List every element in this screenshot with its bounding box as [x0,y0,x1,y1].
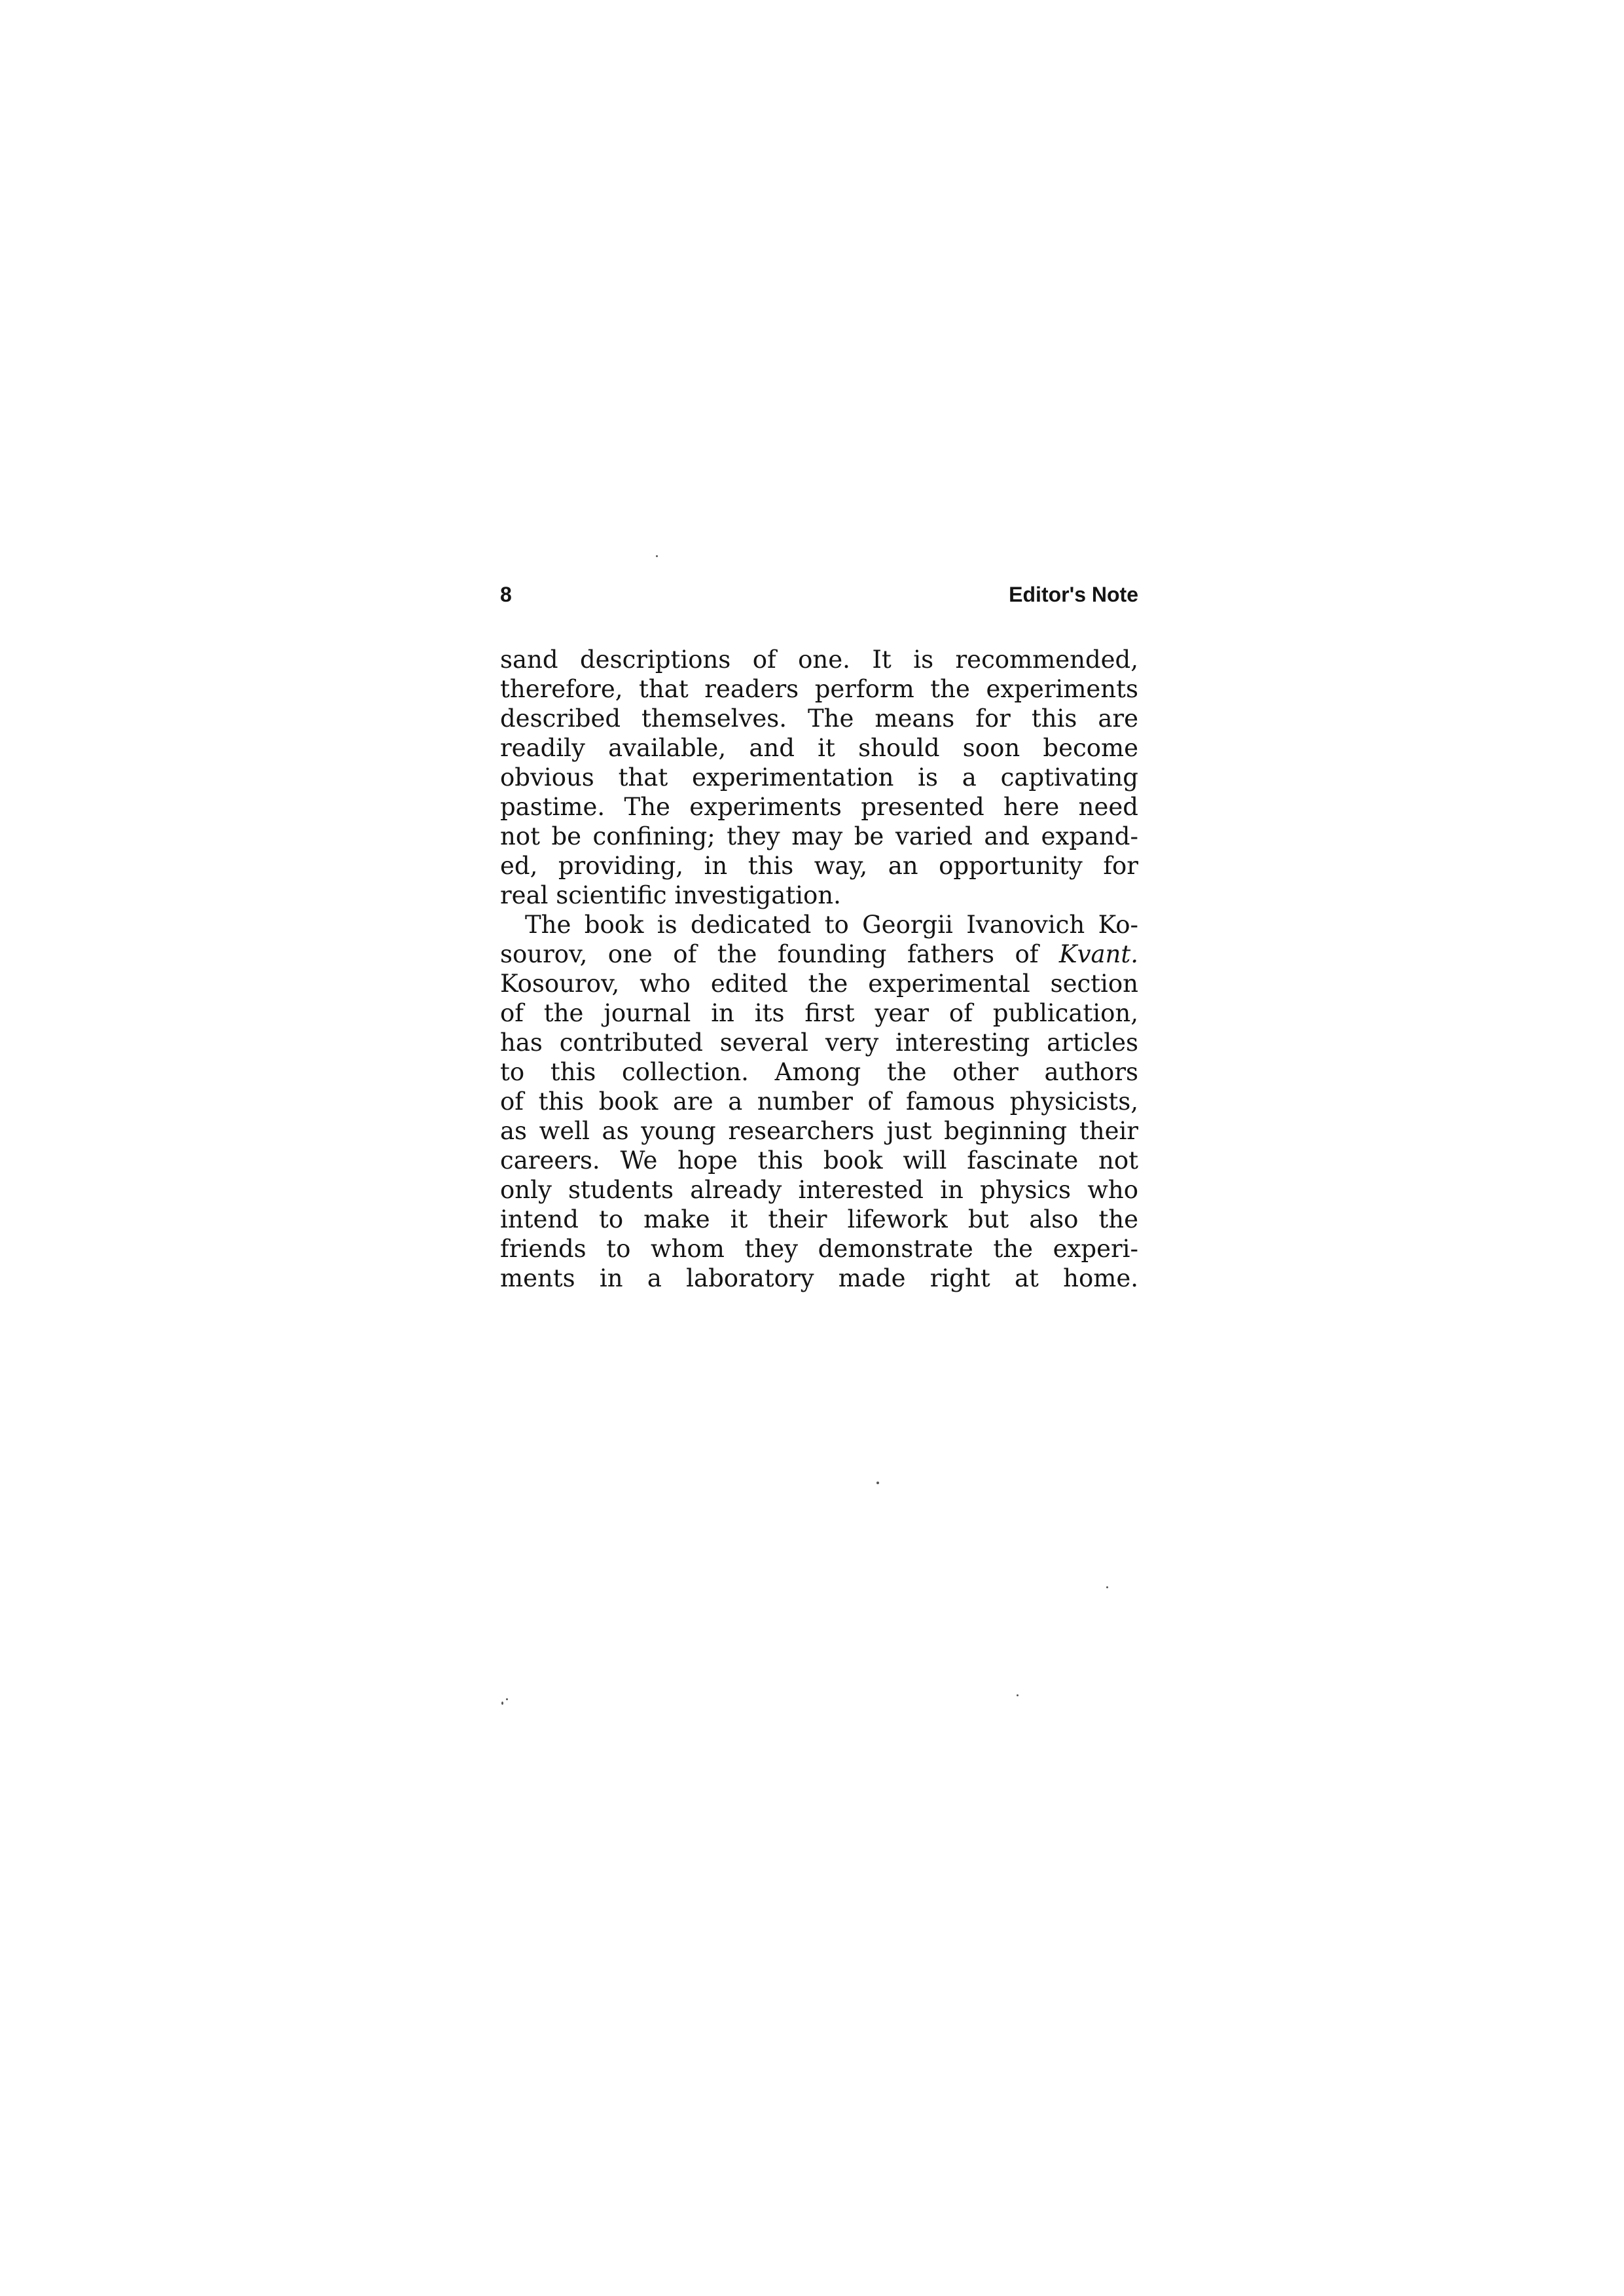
text-line: ed, providing, in this way, an opportunity for [500,852,1138,880]
text-line: of the journal in its first year of publication, [500,999,1138,1027]
text-line: careers. We hope this book will fascinate not [500,1146,1138,1175]
text-line: only students already interested in physics who [500,1176,1138,1204]
text-line [500,939,1138,969]
text-line: intend to make it their lifework but also the [500,1205,1138,1233]
text-span: sourov, one of the founding fathers of [500,940,1039,968]
paragraph-1 [500,645,1138,910]
scan-speck [876,1482,879,1484]
text-line: friends to whom they demonstrate the experi- [500,1235,1138,1263]
paragraph-2 [500,910,1138,1293]
text-line: Kosourov, who edited the experimental section [500,970,1138,998]
scan-speck [506,1698,508,1700]
text-line: readily available, and it should soon become [500,734,1138,762]
text-line: ments in a laboratory made right at home. [500,1264,1138,1292]
scan-speck [656,555,658,557]
text-line: has contributed several very interesting articles [500,1029,1138,1057]
body-text [500,645,1138,1293]
text-line: as well as young researchers just beginning their [500,1117,1138,1145]
page-number: 8 [500,583,512,606]
journal-name: Kvant. [1058,940,1138,968]
text-line: therefore, that readers perform the experiments [500,675,1138,703]
text-line: not be confining; they may be varied and expand- [500,822,1138,850]
text-line: obvious that experimentation is a captivating [500,763,1138,792]
section-title: Editor's Note [1009,583,1138,606]
text-line: of this book are a number of famous physicists, [500,1087,1138,1116]
scan-speck [1106,1586,1108,1588]
text-line: described themselves. The means for this are [500,704,1138,733]
text-line: The book is dedicated to Georgii Ivanovich Ko- [525,911,1138,939]
text-line: pastime. The experiments presented here need [500,793,1138,821]
text-line: to this collection. Among the other authors [500,1058,1138,1086]
scan-speck [501,1702,503,1705]
text-line: real scientific investigation. [500,881,841,909]
scan-speck [1017,1694,1019,1696]
text-line: sand descriptions of one. It is recommended, [500,646,1138,674]
running-head [500,583,1138,622]
